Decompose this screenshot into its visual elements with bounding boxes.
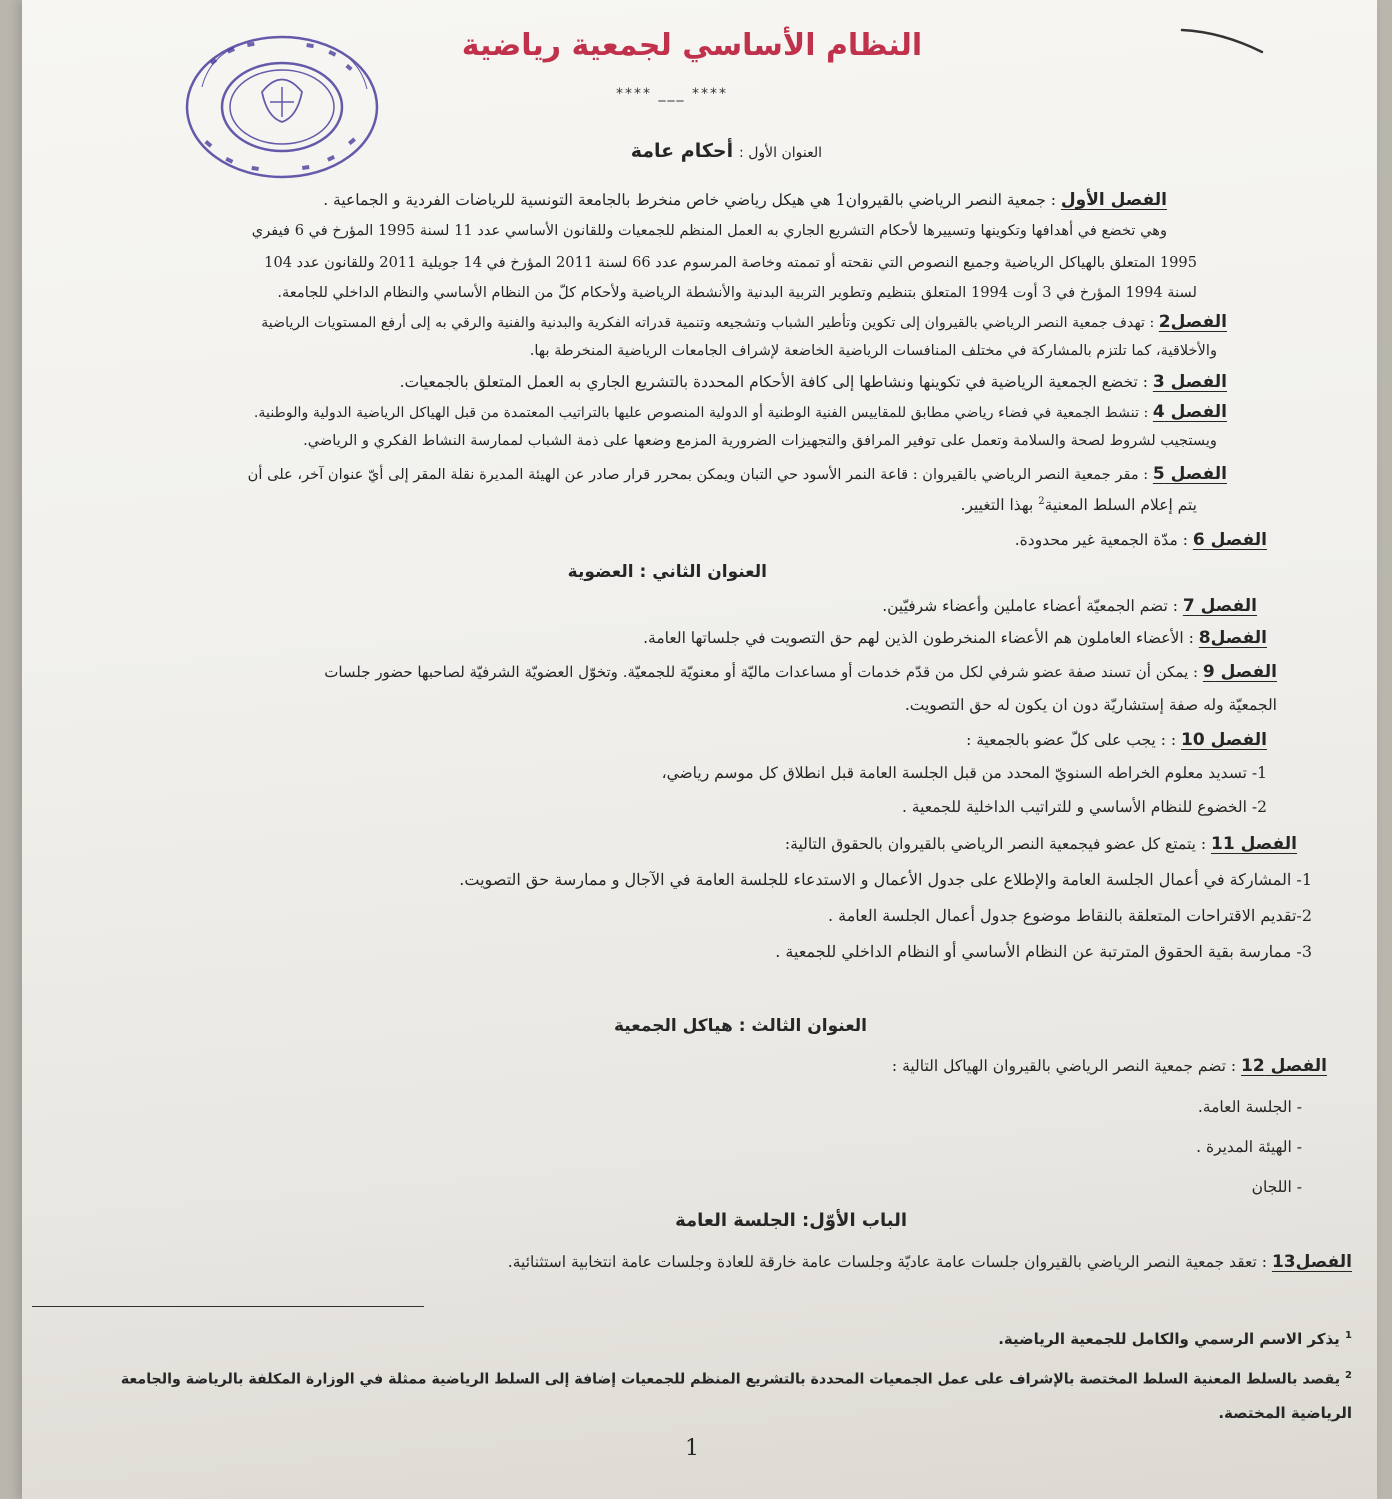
article-11-text: : يتمتع كل عضو فيجمعية النصر الرياضي بالقيروان بالحقوق التالية: [784,835,1207,853]
footnote-2-number: 2 [1345,1370,1352,1381]
article-6-text: : مدّة الجمعية غير محدودة. [1014,531,1188,549]
article-10-item-1: 1- تسديد معلوم الخراطه السنويّ المحدد من قبل الجلسة العامة قبل انطلاق كل موسم رياضي، [661,764,1267,782]
article-1-label: الفصل الأول [1060,190,1167,210]
article-2-text: : تهدف جمعية النصر الرياضي بالقيروان إلى تكوين وتأطير الشباب وتشجيعه وتنمية قدراته الفكرية والبدنية والفنية والرقي به إلى أرفع المستويات الرياضية [261,315,1155,331]
article-9-line-1 [324,662,1277,682]
footnote-1-number: 1 [1345,1330,1352,1341]
article-5-text: : مقر جمعية النصر الرياضي بالقيروان : قاعة النمر الأسود حي التبان ويمكن بمحرر قرار صادر عن الهيئة المديرة نقلة المقر إلى أيّ عنوان آخر، على أن [247,466,1149,483]
article-4-line-1 [254,402,1227,422]
article-1-line-1 [323,190,1167,210]
section-heading-general-provisions [631,140,822,162]
article-11-item-1: 1- المشاركة في أعمال الجلسة العامة والإطلاع على جدول الأعمال و الاستدعاء للجلسة العامة في الآجال و ممارسة حق التصويت. [459,870,1312,889]
article-11-item-3: 3- ممارسة بقية الحقوق المترتبة عن النظام الأساسي أو النظام الداخلي للجمعية . [775,942,1312,961]
article-3-text: : تخضع الجمعية الرياضية في تكوينها ونشاطها إلى كافة الأحكام المحددة بالتشريع الجاري به العمل المتعلق بالجمعيات. [399,373,1148,391]
article-1-line-2: وهي تخضع في أهدافها وتكوينها وتسييرها لأحكام التشريع الجاري به العمل المنظم للجمعيات وللقانون الأساسي عدد 11 لسنة 1995 المؤرخ في 6 فيفري [251,222,1167,239]
article-4-text: : تنشط الجمعية في فضاء رياضي مطابق للمقاييس الفنية الوطنية أو الدولية المنصوص عليها بالتراتيب المعتمدة من قبل الهياكل الرياضية الدولية والوطنية. [253,405,1149,421]
article-13-text: : تعقد جمعية النصر الرياضي بالقيروان جلسات عامة عاديّة وجلسات عامة خارقة للعادة وجلسات عامة انتخابية استثنائية. [507,1253,1268,1271]
article-9-line-2: الجمعيّة وله صفة إستشاريّة دون ان يكون له حق التصويت. [904,696,1277,714]
article-2-label: الفصل2 [1158,312,1227,332]
article-7-line [882,596,1257,616]
article-13-line [508,1252,1352,1272]
article-12-label: الفصل 12 [1241,1056,1327,1076]
page-number: 1 [685,1436,699,1461]
article-5-line-2 [961,496,1197,515]
article-7-label: الفصل 7 [1182,596,1257,616]
article-2-line-2: والأخلاقية، كما تلتزم بالمشاركة في مختلف المنافسات الرياضية الخاضعة لإشراف الجامعات الرياضية المنخرطة بها. [529,342,1217,359]
article-5-text-a: يتم إعلام السلط المعنية [1044,496,1197,515]
footnote-2-text: يقصد بالسلط المعنية السلط المختصة بالإشراف على عمل الجمعيات المحددة بالتشريع المنظم للجمعيات إضافة إلى السلط الرياضية ممثلة في الوزارة المكلفة بالرياضة والجامعة [120,1371,1341,1388]
article-12-item-2: - الهيئة المديرة . [1196,1138,1302,1156]
chapter-heading-general-assembly: الباب الأوّل: الجلسة العامة [675,1210,907,1231]
article-3-line [400,372,1227,392]
section-heading-membership: العنوان الثاني : العضوية [567,562,767,582]
article-3-label: الفصل 3 [1152,372,1227,392]
article-8-line [643,628,1267,648]
article-7-text: : تضم الجمعيّة أعضاء عاملين وأعضاء شرفيّين. [882,597,1178,615]
article-11-item-2: 2-تقديم الاقتراحات المتعلقة بالنقاط موضوع جدول أعمال الجلسة العامة . [827,906,1312,925]
article-2-line-1 [261,312,1227,332]
title-separator: **** ___ **** [616,86,728,102]
article-12-item-3: - اللجان [1251,1178,1302,1196]
article-8-text: : الأعضاء العاملون هم الأعضاء المنخرطون الذين لهم حق التصويت في جلساتها العامة. [643,629,1194,647]
article-11-label: الفصل 11 [1211,834,1297,854]
footnote-separator [32,1306,424,1307]
section-heading-structures: العنوان الثالث : هياكل الجمعية [614,1016,867,1036]
article-1-line-3: 1995 المتعلق بالهياكل الرياضية وجميع النصوص التي نقحته أو تممته وخاصة المرسوم عدد 66 لسنة 2011 المؤرخ في 14 جويلية 2011 وللقانون عدد 104 [264,254,1197,271]
article-10-label: الفصل 10 [1181,730,1267,750]
footnote-2-line-2: الرياضية المختصة. [1218,1404,1352,1422]
article-9-text: : يمكن أن تسند صفة عضو شرفي لكل من قدّم خدمات أو مساعدات ماليّة أو معنويّة للجمعيّة. وتخوّل العضويّة الشرفيّة لصاحبها حضور جلسات [324,663,1199,681]
document-title: النظام الأساسي لجمعية رياضية [461,28,923,63]
article-4-label: الفصل 4 [1152,402,1227,422]
pen-mark [1177,18,1267,58]
section-heading-text: أحكام عامة [630,140,734,162]
article-5-line-1 [248,464,1227,484]
article-1-line-4: لسنة 1994 المؤرخ في 3 أوت 1994 المتعلق بتنظيم وتطوير التربية البدنية والأنشطة الرياضية ولأحكام كلّ من النظام الأساسي والنظام الداخلي للجامعة. [277,284,1197,301]
article-9-label: الفصل 9 [1202,662,1277,682]
footnote-ref-2: 2 [1038,496,1045,507]
footnote-1 [998,1330,1352,1348]
article-10-line [966,730,1267,750]
article-1-text: : جمعية النصر الرياضي بالقيروان1 هي هيكل رياضي خاص منخرط بالجامعة التونسية للرياضات الفردية و الجماعية . [323,191,1056,209]
footnote-2-line-1 [121,1370,1352,1388]
article-10-item-2: 2- الخضوع للنظام الأساسي و للتراتيب الداخلية للجمعية . [901,798,1267,816]
article-5-label: الفصل 5 [1152,464,1227,484]
article-4-line-2: ويستجيب لشروط لصحة والسلامة وتعمل على توفير المرافق والتجهيزات الضرورية المزمع وضعها على ذمة الشباب لممارسة النشاط الفكري و الرياضي. [303,432,1217,449]
section-heading-label: العنوان الأول : [739,145,822,161]
article-11-line [785,834,1297,854]
article-13-label: الفصل13 [1271,1252,1352,1272]
article-12-line [892,1056,1327,1076]
article-5-text-b: بهذا التغيير. [960,496,1039,515]
article-6-line [1015,530,1267,550]
article-12-item-1: - الجلسة العامة. [1197,1098,1302,1116]
document-page [22,0,1377,1499]
footnote-1-text: يذكر الاسم الرسمي والكامل للجمعية الرياضية. [998,1330,1340,1348]
official-stamp [182,32,382,182]
article-8-label: الفصل8 [1198,628,1267,648]
article-6-label: الفصل 6 [1192,530,1267,550]
article-12-text: : تضم جمعية النصر الرياضي بالقيروان الهياكل التالية : [891,1057,1237,1075]
article-10-text: : : يجب على كلّ عضو بالجمعية : [966,731,1177,749]
